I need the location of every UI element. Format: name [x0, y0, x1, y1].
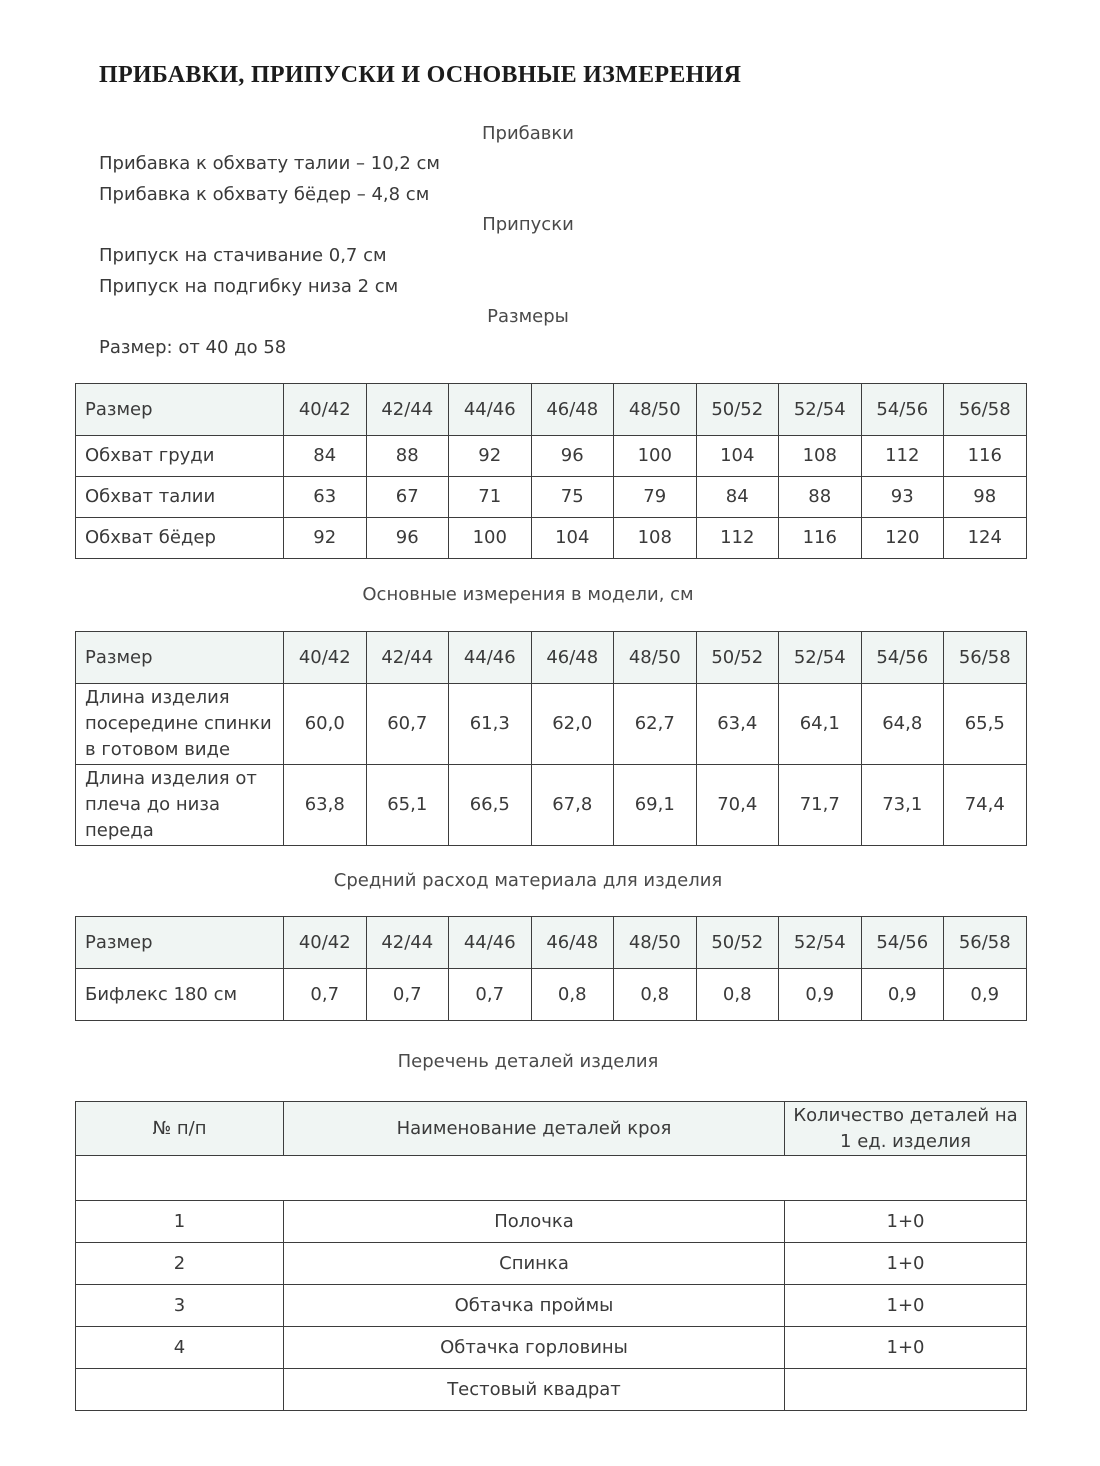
table-cell: 0,8: [696, 969, 779, 1021]
table-cell: 69,1: [614, 765, 697, 846]
header-cell: Размер: [76, 632, 284, 684]
table-cell: 60,0: [284, 684, 367, 765]
table-cell: 124: [944, 518, 1027, 559]
table-row: [76, 1369, 1027, 1411]
page-title: ПРИБАВКИ, ПРИПУСКИ И ОСНОВНЫЕ ИЗМЕРЕНИЯ: [99, 62, 742, 88]
size-table-header: [76, 384, 1027, 436]
table-cell: 108: [779, 436, 862, 477]
measurements-table-header: [76, 632, 1027, 684]
table-cell: 100: [449, 518, 532, 559]
table-cell: 0,9: [861, 969, 944, 1021]
table-cell: 1+0: [785, 1201, 1027, 1243]
table-cell: 0,9: [944, 969, 1027, 1021]
table-cell: 116: [944, 436, 1027, 477]
table-cell: 112: [861, 436, 944, 477]
parts-heading: Перечень деталей изделия: [397, 1051, 659, 1072]
table-cell: 71: [449, 477, 532, 518]
table-cell: 112: [696, 518, 779, 559]
table-cell: 75: [531, 477, 614, 518]
table-row: [76, 684, 1027, 765]
header-cell: 48/50: [614, 384, 697, 436]
header-cell: 40/42: [284, 917, 367, 969]
table-cell: 79: [614, 477, 697, 518]
header-cell: 44/46: [449, 632, 532, 684]
table-cell: 67: [366, 477, 449, 518]
row-label: Длина изделия посередине спинки в готовом виде: [76, 684, 284, 765]
row-label: Обхват талии: [76, 477, 284, 518]
row-label: Длина изделия от плеча до низа переда: [76, 765, 284, 846]
header-cell: № п/п: [76, 1102, 284, 1156]
allowance-waist: Прибавка к обхвату талии – 10,2 см: [99, 153, 441, 174]
table-row: [76, 1327, 1027, 1369]
row-label: Бифлекс 180 см: [76, 969, 284, 1021]
header-cell: Количество деталей на 1 ед. изделия: [785, 1102, 1027, 1156]
table-cell: 70,4: [696, 765, 779, 846]
table-cell: 1+0: [785, 1243, 1027, 1285]
seam-stitching: Припуск на стачивание 0,7 см: [99, 245, 387, 266]
table-cell: 116: [779, 518, 862, 559]
table-cell: 0,7: [284, 969, 367, 1021]
measurements-heading: Основные измерения в модели, см: [362, 584, 694, 605]
table-cell: 98: [944, 477, 1027, 518]
table-cell: 0,8: [531, 969, 614, 1021]
material-heading: Средний расход материала для изделия: [333, 870, 723, 891]
header-cell: 52/54: [779, 384, 862, 436]
allowances-heading: Прибавки: [482, 123, 574, 144]
size-table: [75, 383, 1027, 559]
table-cell: 108: [614, 518, 697, 559]
header-cell: Размер: [76, 917, 284, 969]
seams-heading: Припуски: [482, 214, 574, 235]
header-cell: 50/52: [696, 384, 779, 436]
table-cell: 96: [366, 518, 449, 559]
header-cell: 40/42: [284, 384, 367, 436]
header-cell: 54/56: [861, 917, 944, 969]
empty-cell: [76, 1156, 1027, 1201]
table-cell: 65,5: [944, 684, 1027, 765]
allowance-hips: Прибавка к обхвату бёдер – 4,8 см: [99, 184, 430, 205]
table-row: [76, 969, 1027, 1021]
header-cell: Размер: [76, 384, 284, 436]
table-cell: 0,8: [614, 969, 697, 1021]
seam-hem: Припуск на подгибку низа 2 см: [99, 276, 399, 297]
table-cell: [785, 1369, 1027, 1411]
table-cell: Обтачка проймы: [284, 1285, 785, 1327]
table-cell: 65,1: [366, 765, 449, 846]
table-cell: 2: [76, 1243, 284, 1285]
header-cell: 50/52: [696, 632, 779, 684]
header-cell: 50/52: [696, 917, 779, 969]
table-cell: 1: [76, 1201, 284, 1243]
material-table: [75, 916, 1027, 1021]
row-label: Обхват груди: [76, 436, 284, 477]
header-cell: 54/56: [861, 384, 944, 436]
header-cell: 56/58: [944, 384, 1027, 436]
table-cell: 63: [284, 477, 367, 518]
header-cell: 46/48: [531, 917, 614, 969]
table-cell: Обтачка горловины: [284, 1327, 785, 1369]
material-table-header: [76, 917, 1027, 969]
header-cell: 52/54: [779, 632, 862, 684]
table-cell: 3: [76, 1285, 284, 1327]
header-cell: 46/48: [531, 384, 614, 436]
header-cell: 56/58: [944, 917, 1027, 969]
table-cell: 0,9: [779, 969, 862, 1021]
table-cell: 64,8: [861, 684, 944, 765]
table-cell: 104: [531, 518, 614, 559]
header-cell: 48/50: [614, 917, 697, 969]
parts-table: [75, 1101, 1027, 1411]
sizes-heading: Размеры: [487, 306, 569, 327]
table-cell: 88: [366, 436, 449, 477]
table-cell: 73,1: [861, 765, 944, 846]
row-label: Обхват бёдер: [76, 518, 284, 559]
header-cell: 40/42: [284, 632, 367, 684]
header-cell: 52/54: [779, 917, 862, 969]
table-cell: 84: [696, 477, 779, 518]
table-cell: 100: [614, 436, 697, 477]
size-range: Размер: от 40 до 58: [99, 337, 287, 358]
table-row: [76, 477, 1027, 518]
table-cell: 88: [779, 477, 862, 518]
table-cell: 93: [861, 477, 944, 518]
table-row: [76, 1285, 1027, 1327]
header-cell: 56/58: [944, 632, 1027, 684]
header-cell: 44/46: [449, 917, 532, 969]
table-row: [76, 1201, 1027, 1243]
table-cell: 120: [861, 518, 944, 559]
header-cell: Наименование деталей кроя: [284, 1102, 785, 1156]
table-cell: 63,4: [696, 684, 779, 765]
table-cell: 64,1: [779, 684, 862, 765]
table-cell: 0,7: [366, 969, 449, 1021]
header-cell: 42/44: [366, 384, 449, 436]
header-cell: 48/50: [614, 632, 697, 684]
table-cell: 61,3: [449, 684, 532, 765]
table-cell: 71,7: [779, 765, 862, 846]
header-cell: 46/48: [531, 632, 614, 684]
table-cell: 66,5: [449, 765, 532, 846]
table-row: [76, 436, 1027, 477]
table-row-empty: [76, 1156, 1027, 1201]
header-cell: 54/56: [861, 632, 944, 684]
table-row: [76, 765, 1027, 846]
header-cell: 42/44: [366, 632, 449, 684]
table-cell: [76, 1369, 284, 1411]
table-cell: 84: [284, 436, 367, 477]
table-cell: 60,7: [366, 684, 449, 765]
table-cell: 1+0: [785, 1285, 1027, 1327]
table-cell: 67,8: [531, 765, 614, 846]
table-cell: 92: [284, 518, 367, 559]
table-row: [76, 518, 1027, 559]
parts-table-header: [76, 1102, 1027, 1156]
table-cell: Спинка: [284, 1243, 785, 1285]
table-cell: 62,7: [614, 684, 697, 765]
header-cell: 44/46: [449, 384, 532, 436]
table-row: [76, 1243, 1027, 1285]
table-cell: 62,0: [531, 684, 614, 765]
header-cell: 42/44: [366, 917, 449, 969]
table-cell: 74,4: [944, 765, 1027, 846]
table-cell: 4: [76, 1327, 284, 1369]
table-cell: 1+0: [785, 1327, 1027, 1369]
table-cell: 104: [696, 436, 779, 477]
table-cell: 63,8: [284, 765, 367, 846]
table-cell: 96: [531, 436, 614, 477]
table-cell: Полочка: [284, 1201, 785, 1243]
table-cell: 92: [449, 436, 532, 477]
table-cell: Тестовый квадрат: [284, 1369, 785, 1411]
table-cell: 0,7: [449, 969, 532, 1021]
measurements-table: [75, 631, 1027, 846]
